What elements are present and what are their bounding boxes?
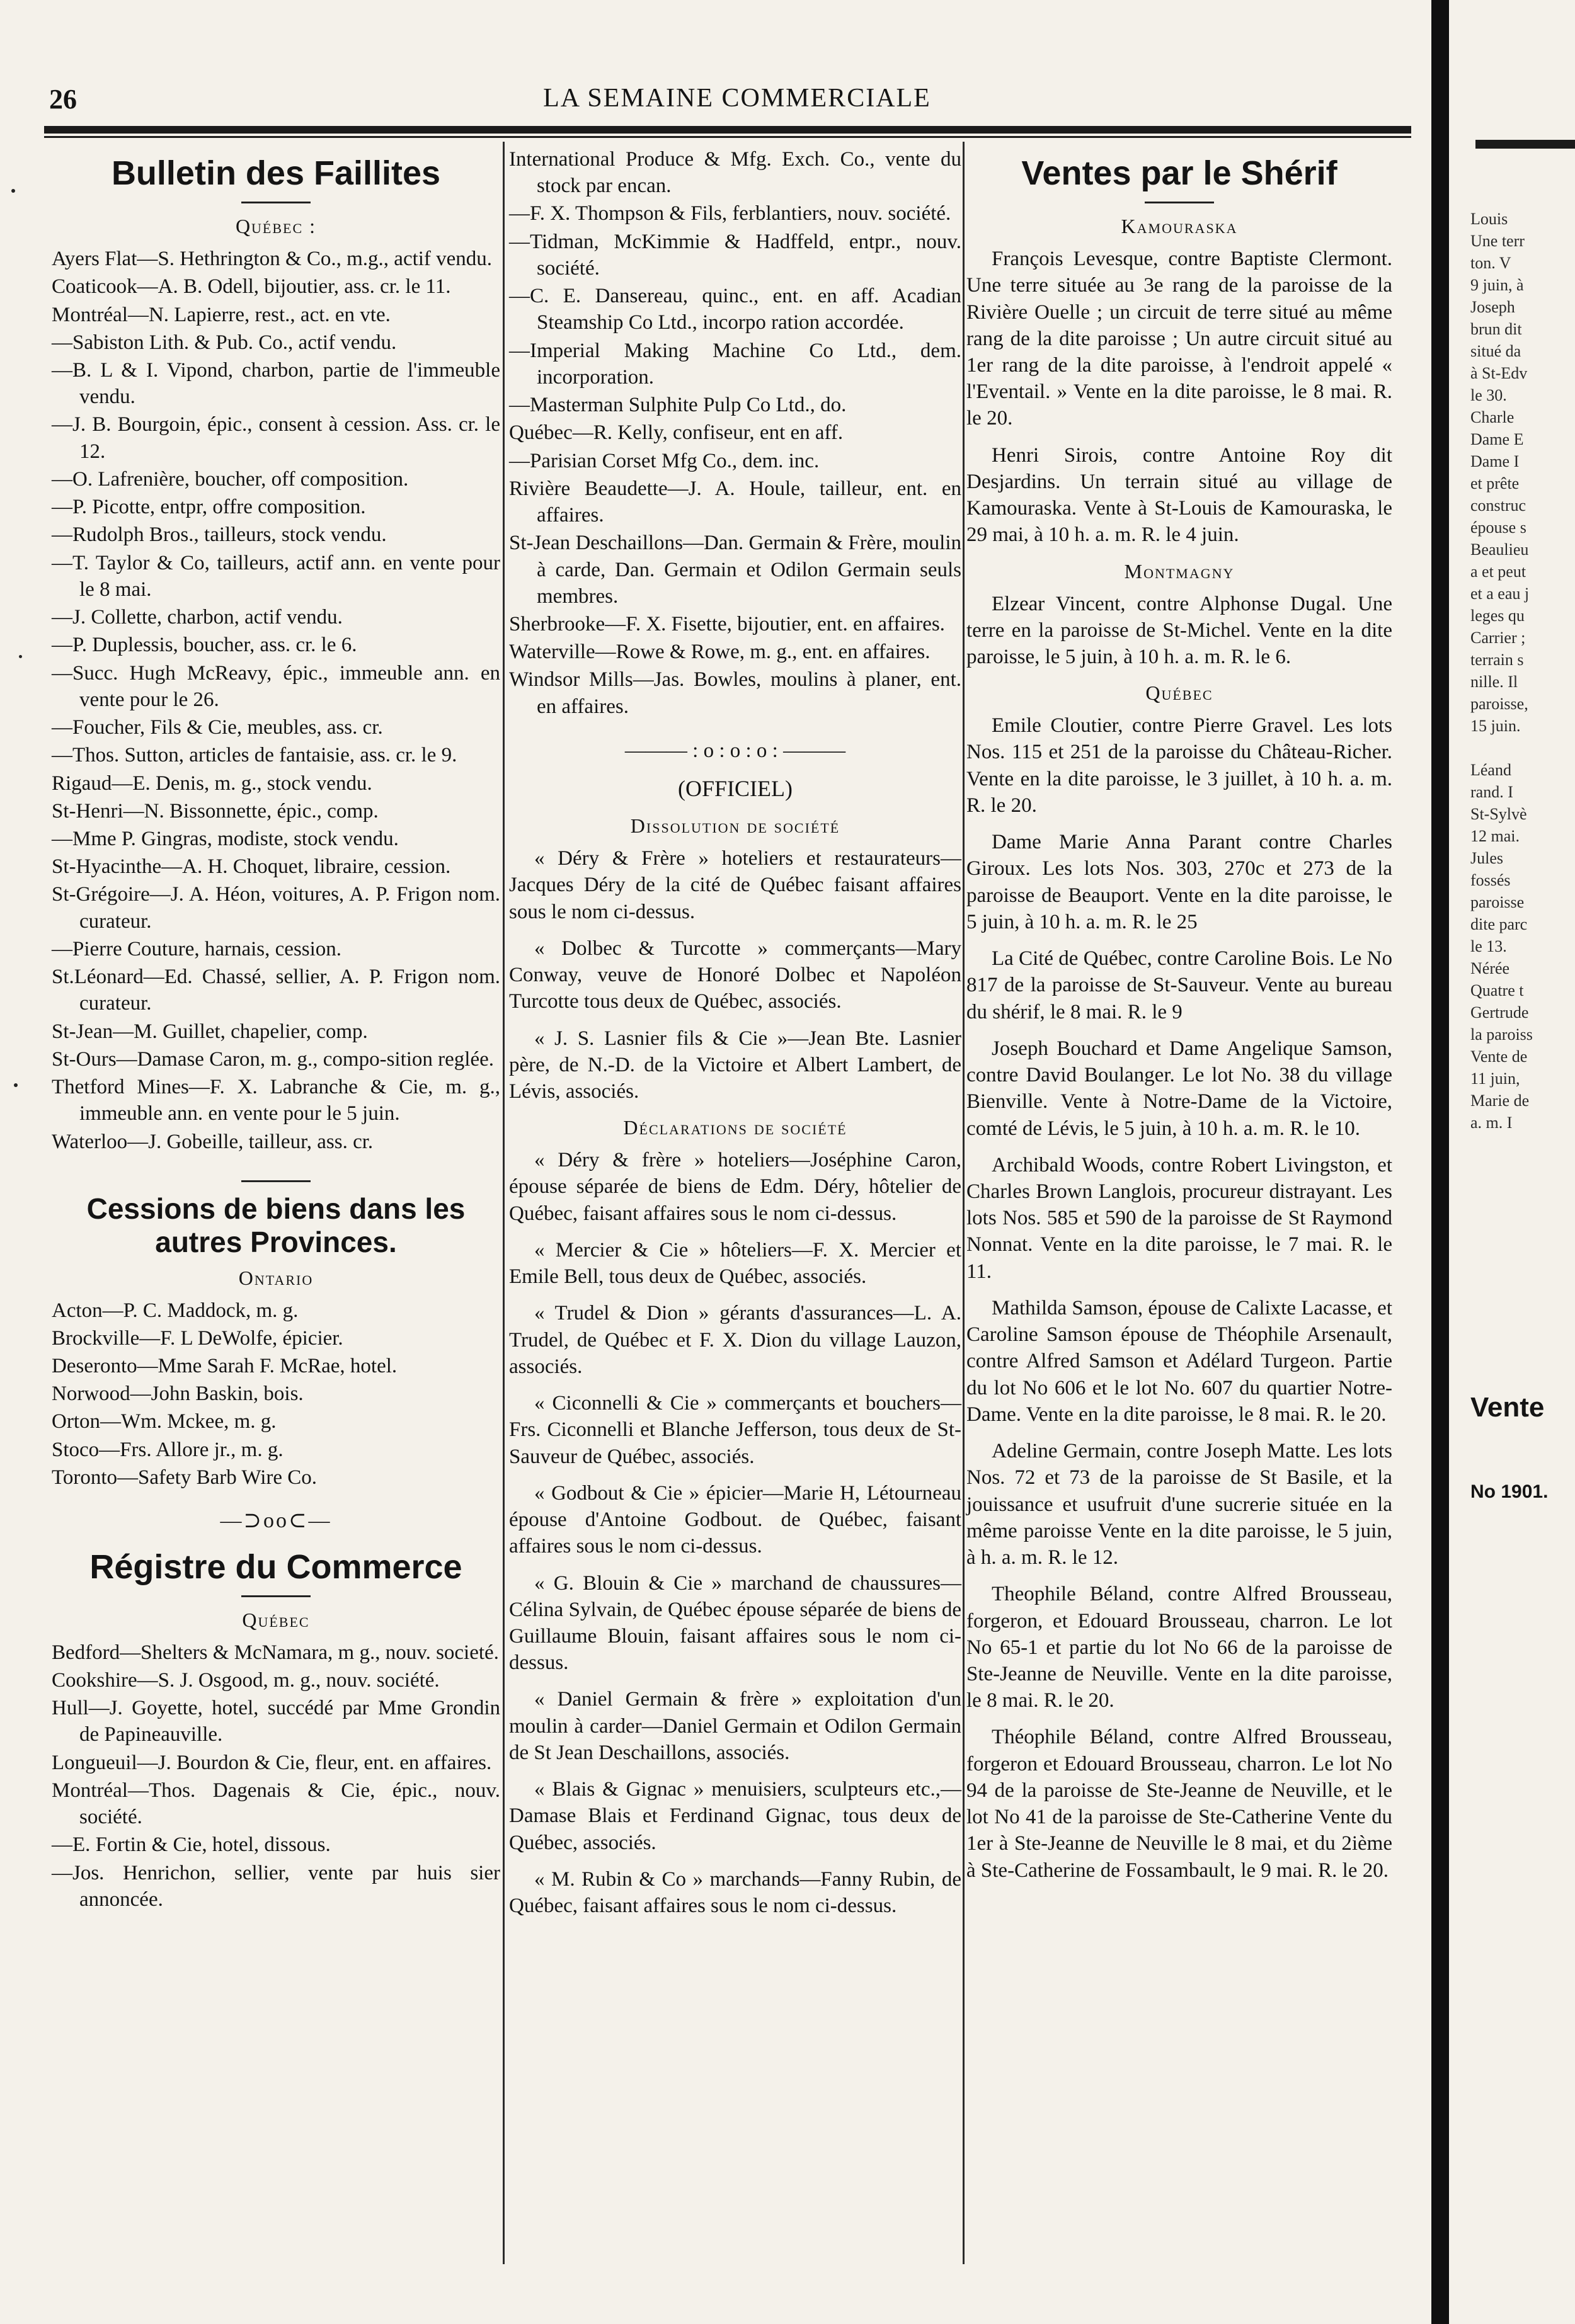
declaration-entry: « M. Rubin & Co » marchands—Fanny Rubin, de Québec, faisant affaires sous le nom ci-dessus. [509,1867,961,1918]
declaration-entry: « Ciconnelli & Cie » commerçants et bouchers—Frs. Ciconnelli et Blanche Jefferson, tous deux de St-Sauveur de Québec, associés. [509,1392,961,1468]
edge-fragment: situé da [1470,342,1521,360]
sherif-sale-entry: Mathilda Samson, épouse de Calixte Lacasse, et Caroline Samson épouse de Théophile Arsenault, contre Alfred Samson et Adélard Turgeon. Partie du lot No 606 et le lot No. 607 du quartier Notre-Dame. Vente en la dite paroisse, le 8 mai. R. le 20. [966,1296,1392,1426]
edge-fragment: Carrier ; [1470,629,1526,647]
declaration-entry: « Déry & frère » hoteliers—Joséphine Caron, épouse séparée de biens de Edm. Déry, hôtelier de Québec, faisant affaires sous le nom ci-dessus. [509,1149,961,1225]
ornament: —⊃oo⊂— [220,1509,332,1533]
column-divider-1 [503,142,505,2264]
faillite-entry: —P. Picotte, entpr, offre composition. [52,496,366,519]
edge-fragment: Louis [1470,210,1508,228]
registre-entry: Windsor Mills—Jas. Bowles, moulins à planer, ent. en affaires. [509,668,961,718]
registre-entry: Bedford—Shelters & McNamara, m g., nouv. societé. [52,1641,499,1664]
registre-entry: Hull—J. Goyette, hotel, succédé par Mme Grondin de Papineauville. [52,1697,500,1746]
sherif-sale-entry: Emile Cloutier, contre Pierre Gravel. Les lots Nos. 115 et 251 de la paroisse du Château-Richer. Vente en la dite paroisse, le 3 juillet, à 10 h. a. m. R. le 20. [966,714,1392,817]
faillite-entry: —O. Lafrenière, boucher, off composition. [52,467,409,491]
column-3 [966,146,1392,1894]
edge-fragment: a et peut [1470,562,1526,581]
edge-fragment: dite parc [1470,915,1528,933]
edge-fragment: Joseph [1470,298,1515,316]
next-page-edge [1431,0,1575,2324]
sherif-sale-entry: Theophile Béland, contre Alfred Brousseau, forgeron, et Edouard Brousseau, charron. Le lot No 65-1 et partie du lot No 66 de la paroisse de Ste-Jeanne de Neuville. Vente en la dite paroisse, le 8 mai. R. le 20. [966,1583,1392,1712]
edge-text-fragments [1470,208,1575,1134]
cessions-ontario-subhead: Ontario [238,1266,314,1289]
edge-fragment: Léand [1470,761,1511,779]
page-gutter-shadow [1431,0,1449,2324]
sherif-sale-entry: Archibald Woods, contre Robert Livingston, et Charles Brown Langlois, procureur distrayant. Les lots Nos. 585 et 590 de la paroisse de St Raymond Nonnat. Vente en la dite paroisse, le 7 mai. R. le 11. [966,1153,1392,1283]
faillite-entry: —P. Duplessis, boucher, ass. cr. le 6. [52,634,357,657]
edge-fragment: ton. V [1470,254,1511,272]
edge-fragment: nille. Il [1470,673,1518,691]
kamouraska-subhead: Kamouraska [1121,215,1238,238]
faillite-entry: —B. L & I. Vipond, charbon, partie de l'immeuble vendu. [52,358,500,409]
dissolution-list [509,845,961,1105]
faillites-title: Bulletin des Faillites [111,154,441,192]
running-title: LA SEMAINE COMMERCIALE [543,84,931,113]
edge-fragment: 9 juin, à [1470,276,1524,294]
sherif-quebec-list [966,712,1392,1884]
declaration-entry: « G. Blouin & Cie » marchand de chaussures—Célina Sylvain, de Québec épouse séparée de biens de Guillaume Blouin, faisant affaires sous le nom ci-dessus. [509,1571,961,1675]
sherif-sale-entry: Joseph Bouchard et Dame Angelique Samson, contre David Boulanger. Le lot No. 38 du village Bienville. Vente à Notre-Dame de la Victoire, comté de Lévis, le 5 juin, à 10 h. a. m. R. le 10. [966,1037,1392,1140]
dissolution-entry: « J. S. Lasnier fils & Cie »—Jean Bte. Lasnier père, de N.-D. de la Victoire et Albert Lambert, de Lévis, associés. [509,1027,961,1103]
declaration-entry: « Blais & Gignac » menuisiers, sculpteurs etc.,—Damase Blais et Ferdinand Gignac, tous deux de Québec, associés. [509,1778,961,1854]
faillite-entry: St-Grégoire—J. A. Héon, voitures, A. P. Frigon nom. curateur. [52,883,500,933]
column-1 [52,146,500,1914]
edge-fragment: le 13. [1470,937,1507,955]
registre-continued-list [509,146,961,720]
registre-entry: —Parisian Corset Mfg Co., dem. inc. [509,449,820,472]
registre-entry: International Produce & Mfg. Exch. Co., vente du stock par encan. [509,148,961,198]
short-rule [241,1180,311,1182]
declaration-entry: « Mercier & Cie » hôteliers—F. X. Mercier et Emile Bell, tous deux de Québec, associés. [509,1238,961,1289]
faillite-entry: —Sabiston Lith. & Pub. Co., actif vendu. [52,331,397,354]
page-number: 26 [49,84,77,115]
sherif-sale-entry: Adeline Germain, contre Joseph Matte. Les lots Nos. 72 et 73 de la paroisse de St Basile, et la jouissance et usufruit d'une sucrerie située en la même paroisse Vente en la dite paroisse, le 5 juin, à h. a. m. R. le 12. [966,1440,1392,1569]
faillite-entry: —Succ. Hugh McReavy, épic., immeuble ann. en vente pour le 26. [52,661,500,711]
column-2 [509,146,961,1929]
cession-entry: Toronto—Safety Barb Wire Co. [52,1466,318,1489]
print-speck [14,1083,18,1087]
edge-fragment [1470,737,1575,759]
cessions-title: Cessions de biens dans les autres Provinces. [86,1192,466,1258]
sherif-sale-entry: La Cité de Québec, contre Caroline Bois. Le No 817 de la paroisse de St-Sauveur. Vente au bureau du shérif, le 8 mai. R. le 9 [966,947,1392,1023]
registre-entry: —Masterman Sulphite Pulp Co Ltd., do. [509,394,847,417]
registre-entry: Sherbrooke—F. X. Fisette, bijoutier, ent. en affaires. [509,612,945,635]
declaration-entry: « Trudel & Dion » gérants d'assurances—L. A. Trudel, de Québec et F. X. Dion du village Lauzon, associés. [509,1302,961,1378]
edge-fragment: à St-Edv [1470,364,1528,382]
declaration-entry: « Godbout & Cie » épicier—Marie H, Létourneau épouse d'Antoine Godbout. de Québec, faisant affaires sous le nom ci-dessus. [509,1481,961,1558]
registre-entry: Waterville—Rowe & Rowe, m. g., ent. en affaires. [509,641,931,664]
edge-fragment: paroisse [1470,893,1525,911]
dissolution-subhead: Dissolution de société [630,814,840,838]
sherif-sale-entry: François Levesque, contre Baptiste Clermont. Une terre située au 3e rang de la paroisse de la Rivière Ouelle ; un circuit de terre situé au même rang de la dite paroisse ; Un autre circuit situé au 1er rang de la dite paroisse, à l'endroit appelé « l'Eventail. » Vente en la dite paroisse, le 8 mai. R. le 20. [966,248,1392,430]
cession-entry: Acton—P. C. Maddock, m. g. [52,1299,299,1322]
registre-entry: —Tidman, McKimmie & Hadffeld, entpr., nouv. société. [509,230,961,280]
faillite-entry: —J. B. Bourgoin, épic., consent à cession. Ass. cr. le 12. [52,413,500,463]
registre-entry: —C. E. Dansereau, quinc., ent. en aff. Acadian Steamship Co Ltd., incorpo ration accordée. [509,285,961,334]
faillites-list [52,246,500,1155]
montmagny-subhead: Montmagny [1124,559,1235,583]
edge-fragment: Charle [1470,408,1515,426]
edge-fragment: le 30. [1470,386,1507,404]
header-rule [44,126,1411,134]
edge-fragment: et prête [1470,474,1520,493]
faillite-entry: St.Léonard—Ed. Chassé, sellier, A. P. Frigon nom. curateur. [52,965,500,1015]
kamouraska-list [966,246,1392,549]
faillite-entry: St-Hyacinthe—A. H. Choquet, libraire, cession. [52,855,451,879]
montmagny-list [966,591,1392,671]
registre-entry: Longueuil—J. Bourdon & Cie, fleur, ent. en affaires. [52,1751,492,1774]
page-header [44,74,1430,123]
registre-entry: —E. Fortin & Cie, hotel, dissous. [52,1833,331,1857]
faillite-entry: Ayers Flat—S. Hethrington & Co., m.g., actif vendu. [52,248,493,271]
sherif-title: Ventes par le Shérif [1021,154,1337,192]
faillite-entry: —J. Collette, charbon, actif vendu. [52,606,343,629]
print-speck [19,655,22,658]
edge-fragment: Quatre t [1470,981,1524,1000]
edge-fragment: brun dit [1470,320,1522,338]
cessions-list [52,1297,500,1491]
edge-fragment: paroisse, [1470,695,1528,713]
edge-fragment: la paroiss [1470,1025,1533,1044]
edge-fragment: Marie de [1470,1091,1530,1110]
cession-entry: Deseronto—Mme Sarah F. McRae, hotel. [52,1354,398,1377]
declaration-entry: « Daniel Germain & frère » exploitation d'un moulin à carder—Daniel Germain et Odilon Germain de St Jean Deschaillons, associés. [509,1688,961,1764]
declarations-subhead: Déclarations de société [623,1116,847,1139]
edge-fragment: épouse s [1470,518,1526,537]
faillite-entry: —Pierre Couture, harnais, cession. [52,937,342,960]
faillite-entry: —Rudolph Bros., tailleurs, stock vendu. [52,523,387,547]
edge-fragment: terrain s [1470,651,1524,669]
short-rule [241,202,311,203]
cession-entry: Brockville—F. L DeWolfe, épicier. [52,1326,343,1350]
edge-number: No 1901. [1470,1481,1549,1502]
edge-fragment: Jules [1470,849,1503,867]
faillite-entry: St-Ours—Damase Caron, m. g., compo-sition reglée. [52,1047,495,1071]
faillite-entry: —T. Taylor & Co, tailleurs, actif ann. en vente pour le 8 mai. [52,551,500,601]
faillite-entry: St-Jean—M. Guillet, chapelier, comp. [52,1020,368,1043]
short-rule [241,1595,311,1597]
edge-fragment: 11 juin, [1470,1069,1520,1088]
faillite-entry: —Thos. Sutton, articles de fantaisie, ass. cr. le 9. [52,744,457,767]
print-speck [11,189,15,193]
edge-fragment: Une terr [1470,232,1525,250]
sherif-sale-entry: Henri Sirois, contre Antoine Roy dit Desjardins. Un terrain situé au village de Kamouraska. Vente à St-Louis de Kamouraska, le 29 mai, à 10 h. a. m. R. le 4 juin. [966,443,1392,547]
edge-fragment: Dame I [1470,452,1520,470]
registre-entry: Cookshire—S. J. Osgood, m. g., nouv. société. [52,1668,440,1692]
edge-fragment: a. m. I [1470,1114,1513,1132]
edge-fragment: St-Sylvè [1470,805,1527,823]
edge-fragment: construc [1470,496,1526,515]
edge-fragment: et a eau j [1470,584,1530,603]
registre-entry: St-Jean Deschaillons—Dan. Germain & Frère, moulin à carde, Dan. Germain et Odilon Germain seuls membres. [509,532,961,608]
dissolution-entry: « Déry & Frère » hoteliers et restaurateurs—Jacques Déry de la cité de Québec faisant affaires sous le nom ci-dessus. [509,847,961,923]
cession-entry: Stoco—Frs. Allore jr., m. g. [52,1438,284,1461]
officiel-divider: ——— : o : o : o : ——— [624,739,846,762]
registre-list [52,1639,500,1913]
cession-entry: Orton—Wm. Mckee, m. g. [52,1410,277,1433]
sherif-sale-entry: Dame Marie Anna Parant contre Charles Giroux. Les lots Nos. 303, 270c et 273 de la paroisse de Beauport. Vente en la dite paroisse, le 5 juin, à 10 h. a. m. R. le 25 [966,831,1392,933]
registre-entry: —Imperial Making Machine Co Ltd., dem. incorporation. [509,339,961,389]
registre-title: Régistre du Commerce [89,1547,462,1586]
edge-rule [1475,140,1575,149]
faillite-entry: Waterloo—J. Gobeille, tailleur, ass. cr. [52,1130,374,1153]
faillites-quebec-subhead: Québec : [235,215,317,238]
registre-quebec-subhead: Québec [242,1608,310,1631]
faillite-entry: St-Henri—N. Bissonnette, épic., comp. [52,799,379,823]
faillite-entry: Rigaud—E. Denis, m. g., stock vendu. [52,772,372,795]
sherif-sale-entry: Elzear Vincent, contre Alphonse Dugal. Une terre en la paroisse de St-Michel. Vente en la dite paroisse, le 5 juin, à 10 h. a. m. R. le 6. [966,592,1392,669]
header-rule-thin [44,136,1411,138]
edge-fragment: Dame E [1470,430,1524,448]
short-rule [1145,202,1214,203]
registre-entry: Rivière Beaudette—J. A. Houle, tailleur, ent. en affaires. [509,477,961,527]
faillite-entry: —Foucher, Fils & Cie, meubles, ass. cr. [52,716,383,739]
registre-entry: —Jos. Henrichon, sellier, vente par huis sier annoncée. [52,1861,500,1911]
edge-fragment: Vente de [1470,1047,1528,1066]
faillite-entry: Thetford Mines—F. X. Labranche & Cie, m. g., immeuble ann. en vente pour le 5 juin. [52,1076,500,1125]
faillite-entry: —Mme P. Gingras, modiste, stock vendu. [52,827,399,850]
edge-fragment: Nérée [1470,959,1510,977]
edge-fragment: rand. I [1470,783,1513,801]
registre-entry: Montréal—Thos. Dagenais & Cie, épic., nouv. société. [52,1779,500,1829]
edge-fragment: 12 mai. [1470,827,1520,845]
edge-fragment: Beaulieu [1470,540,1529,559]
edge-fragment: Gertrude [1470,1003,1529,1022]
column-divider-2 [963,142,965,2264]
faillite-entry: Coaticook—A. B. Odell, bijoutier, ass. cr. le 11. [52,275,451,299]
declaration-list [509,1147,961,1919]
edge-fragment: leges qu [1470,607,1525,625]
sherif-sale-entry: Théophile Béland, contre Alfred Brousseau, forgeron et Edouard Brousseau, charron. Le lot No 94 de la paroisse de Ste-Jeanne de Neuville, et le lot No 41 de la paroisse de Ste-Catherine Vente du 1er à Ste-Jeanne de Neuville le 8 mai, et du 2ième à Ste-Catherine de Fossambault, le 9 mai. R. le 20. [966,1726,1392,1882]
faillite-entry: Montréal—N. Lapierre, rest., act. en vte. [52,303,391,326]
registre-entry: —F. X. Thompson & Fils, ferblantiers, nouv. société. [509,202,951,225]
sherif-quebec-subhead: Québec [1145,681,1213,705]
dissolution-entry: « Dolbec & Turcotte » commerçants—Mary Conway, veuve de Honoré Dolbec et Napoléon Turcotte tous deux de Québec, associés. [509,937,961,1013]
edge-fragment: 15 juin. [1470,717,1521,735]
edge-fragment: fossés [1470,871,1511,889]
edge-title: Vente [1470,1392,1545,1423]
officiel-heading: (OFFICIEL) [678,776,793,802]
registre-entry: Québec—R. Kelly, confiseur, ent en aff. [509,421,844,445]
cession-entry: Norwood—John Baskin, bois. [52,1382,304,1406]
